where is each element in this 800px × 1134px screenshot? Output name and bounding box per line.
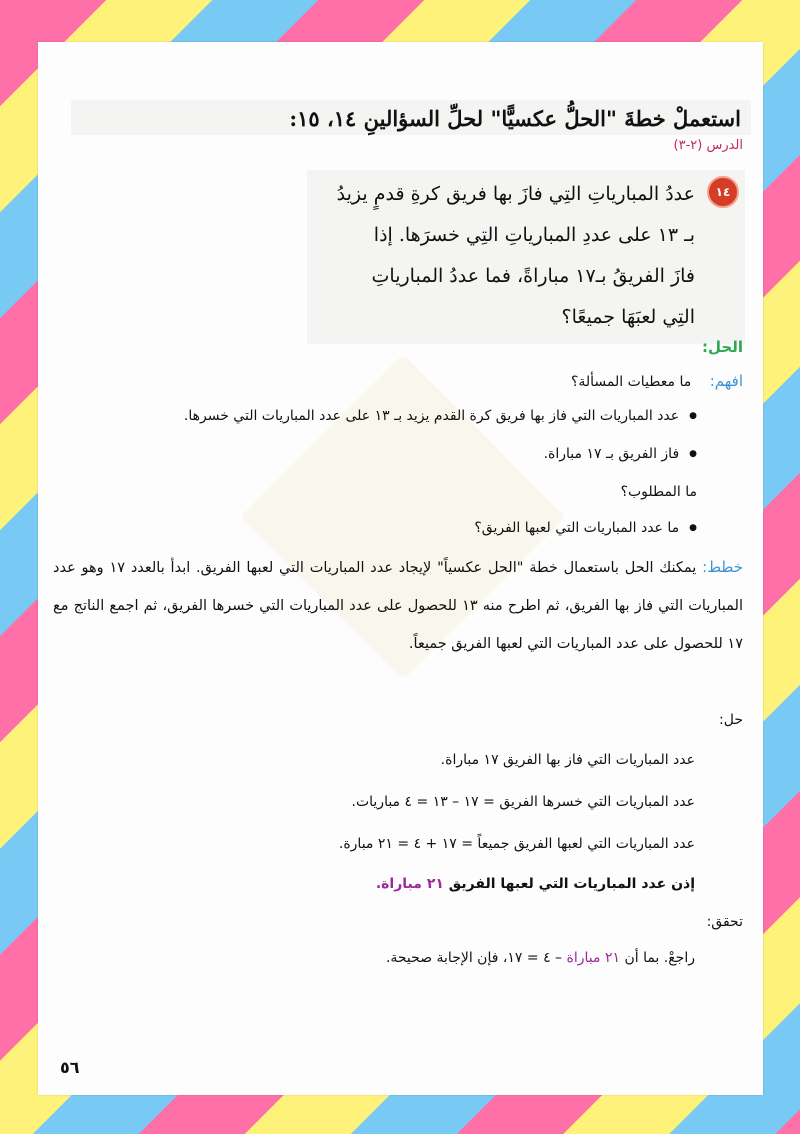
lesson-reference: الدرس (٢-٣)	[673, 138, 743, 153]
page	[38, 42, 763, 1095]
page-number: ٥٦	[60, 1058, 80, 1077]
question-line: فازَ الفريقُ بـ١٧ مباراةً، فما عددُ المبارياتِ	[371, 265, 695, 287]
solution-heading: الحل:	[702, 338, 743, 356]
given-item-text: عدد المباريات التي فاز بها فريق كرة القدم يزيد بـ ١٣ على عدد المباريات التي خسرها.	[183, 408, 680, 424]
question-box	[307, 170, 745, 344]
check-line	[386, 950, 695, 966]
given-question: ما معطيات المسألة؟	[570, 374, 692, 390]
solve-label: حل:	[719, 712, 743, 728]
check-suffix: – ٤ = ١٧، فإن الإجابة صحيحة.	[385, 950, 563, 966]
plan-paragraph	[53, 548, 743, 663]
plan-label: خطط:	[702, 558, 744, 576]
plan-text: يمكنك الحل باستعمال خطة "الحل عكسياً" لإيجاد عدد المباريات التي لعبها الفريق. ابدأ بالعدد ١٧ وهو عدد المباريات التي فاز بها الفريق، ثم اطرح منه ١٣ للحصول على عدد المباريات التي خسرها الفريق، ثم اجمع الناتج مع ١٧ للحصول على عدد المباريات التي لعبها الفريق جميعاً.	[53, 560, 743, 652]
conclusion-prefix: إذن عدد المباريات التي لعبها الفريق	[448, 876, 695, 892]
understand-label: افهم:	[709, 372, 743, 390]
given-item	[184, 408, 697, 424]
question-line: بـ ١٣ على عددِ المبارياتِ التِي خسرَها. إذا	[373, 224, 695, 246]
required-question: ما المطلوب؟	[620, 484, 697, 500]
solve-line: عدد المباريات التي لعبها الفريق جميعاً = ١٧ + ٤ = ٢١ مبارة.	[338, 836, 695, 852]
solve-line: عدد المباريات التي خسرها الفريق = ١٧ – ١٣ = ٤ مباريات.	[351, 794, 695, 810]
check-value: ٢١ مباراة	[566, 950, 620, 966]
question-line: التِي لعبَهَا جميعًا؟	[561, 306, 695, 328]
conclusion-value: ٢١ مباراة.	[375, 876, 444, 892]
question-number-badge: ١٤	[707, 176, 739, 208]
conclusion	[376, 876, 695, 892]
solve-line: عدد المباريات التي فاز بها الفريق ١٧ مباراة.	[440, 752, 695, 768]
given-item	[544, 446, 697, 462]
required-item-text: ما عدد المباريات التي لعبها الفريق؟	[474, 520, 680, 536]
check-prefix: راجعْ. بما أن	[624, 950, 695, 966]
strategy-title: استعملْ خطةَ "الحلُّ عكسيًّا" لحلِّ السؤالينِ ١٤، ١٥:	[71, 100, 751, 135]
check-label: تحقق:	[706, 914, 743, 930]
given-item-text: فاز الفريق بـ ١٧ مباراة.	[543, 446, 680, 462]
question-line: عددُ المبارياتِ التِي فازَ بها فريق كرةِ قدمٍ يزيدُ	[336, 183, 695, 205]
required-item	[474, 520, 697, 536]
understand-row	[571, 372, 743, 390]
